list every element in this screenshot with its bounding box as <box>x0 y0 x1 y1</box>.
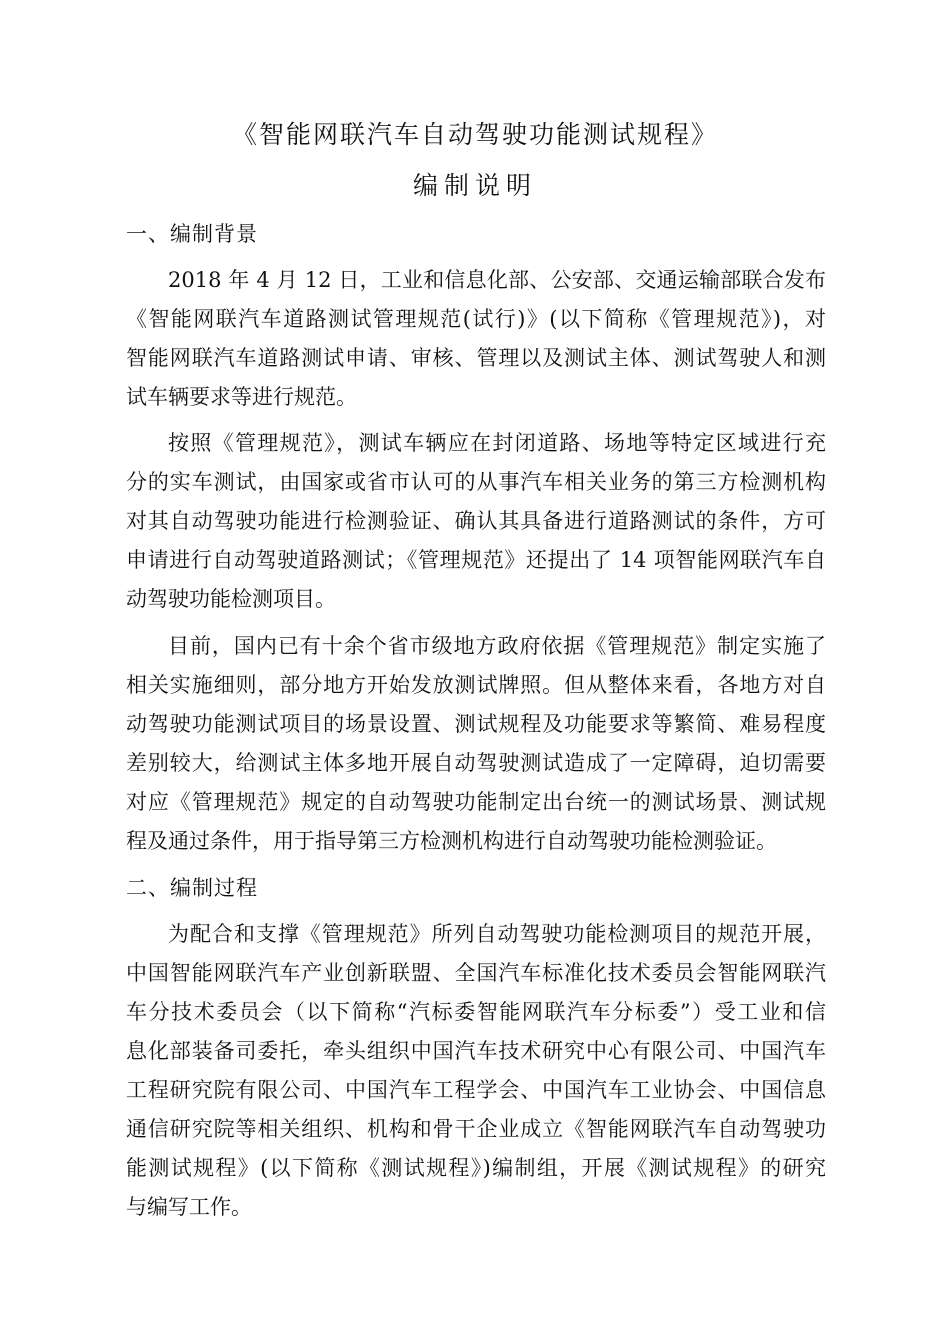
paragraph-line: 按照《管理规范》，测试车辆应在封闭道路、场地等特定区域进行充 <box>168 431 826 455</box>
paragraph-line: 目前，国内已有十余个省市级地方政府依据《管理规范》制定实施了 <box>168 634 826 658</box>
paragraph-line: 相关实施细则，部分地方开始发放测试牌照。但从整体来看，各地方对自 <box>126 673 826 697</box>
document-title: 《智能网联汽车自动驾驶功能测试规程》 <box>231 120 718 149</box>
paragraph-line: 动驾驶功能测试项目的场景设置、测试规程及功能要求等繁简、难易程度 <box>126 712 826 736</box>
document-subtitle: 编制说明 <box>412 171 537 200</box>
paragraph-line: 试车辆要求等进行规范。 <box>126 385 357 409</box>
paragraph-line: 能测试规程》(以下简称《测试规程》)编制组，开展《测试规程》的研究 <box>126 1156 826 1180</box>
paragraph-line: 通信研究院等相关组织、机构和骨干企业成立《智能网联汽车自动驾驶功 <box>126 1117 826 1141</box>
paragraph-line: 中国智能网联汽车产业创新联盟、全国汽车标准化技术委员会智能网联汽 <box>126 961 826 985</box>
paragraph-line: 工程研究院有限公司、中国汽车工程学会、中国汽车工业协会、中国信息 <box>126 1078 826 1102</box>
paragraph-line: 2018 年 4 月 12 日，工业和信息化部、公安部、交通运输部联合发布 <box>168 268 826 292</box>
paragraph-line: 申请进行自动驾驶道路测试；《管理规范》还提出了 14 项智能网联汽车自 <box>126 548 826 572</box>
paragraph-line: 智能网联汽车道路测试申请、审核、管理以及测试主体、测试驾驶人和测 <box>126 346 826 370</box>
section-heading-process: 二、编制过程 <box>126 876 258 900</box>
paragraph-line: 与编写工作。 <box>126 1195 252 1219</box>
paragraph-line: 车分技术委员会（以下简称“汽标委智能网联汽车分标委”）受工业和信 <box>126 1000 826 1024</box>
paragraph-line: 对应《管理规范》规定的自动驾驶功能制定出台统一的测试场景、测试规 <box>126 790 826 814</box>
paragraph-line: 对其自动驾驶功能进行检测验证、确认其具备进行道路测试的条件，方可 <box>126 509 826 533</box>
paragraph-line: 差别较大，给测试主体多地开展自动驾驶测试造成了一定障碍，迫切需要 <box>126 751 826 775</box>
paragraph-line: 为配合和支撑《管理规范》所列自动驾驶功能检测项目的规范开展， <box>168 922 826 946</box>
paragraph-line: 分的实车测试，由国家或省市认可的从事汽车相关业务的第三方检测机构 <box>126 470 826 494</box>
section-heading-background: 一、编制背景 <box>126 222 258 246</box>
paragraph-line: 《智能网联汽车道路测试管理规范(试行)》(以下简称《管理规范》)，对 <box>126 307 826 331</box>
paragraph-line: 动驾驶功能检测项目。 <box>126 587 336 611</box>
paragraph-line: 息化部装备司委托，牵头组织中国汽车技术研究中心有限公司、中国汽车 <box>126 1039 826 1063</box>
paragraph-line: 程及通过条件，用于指导第三方检测机构进行自动驾驶功能检测验证。 <box>126 829 777 853</box>
